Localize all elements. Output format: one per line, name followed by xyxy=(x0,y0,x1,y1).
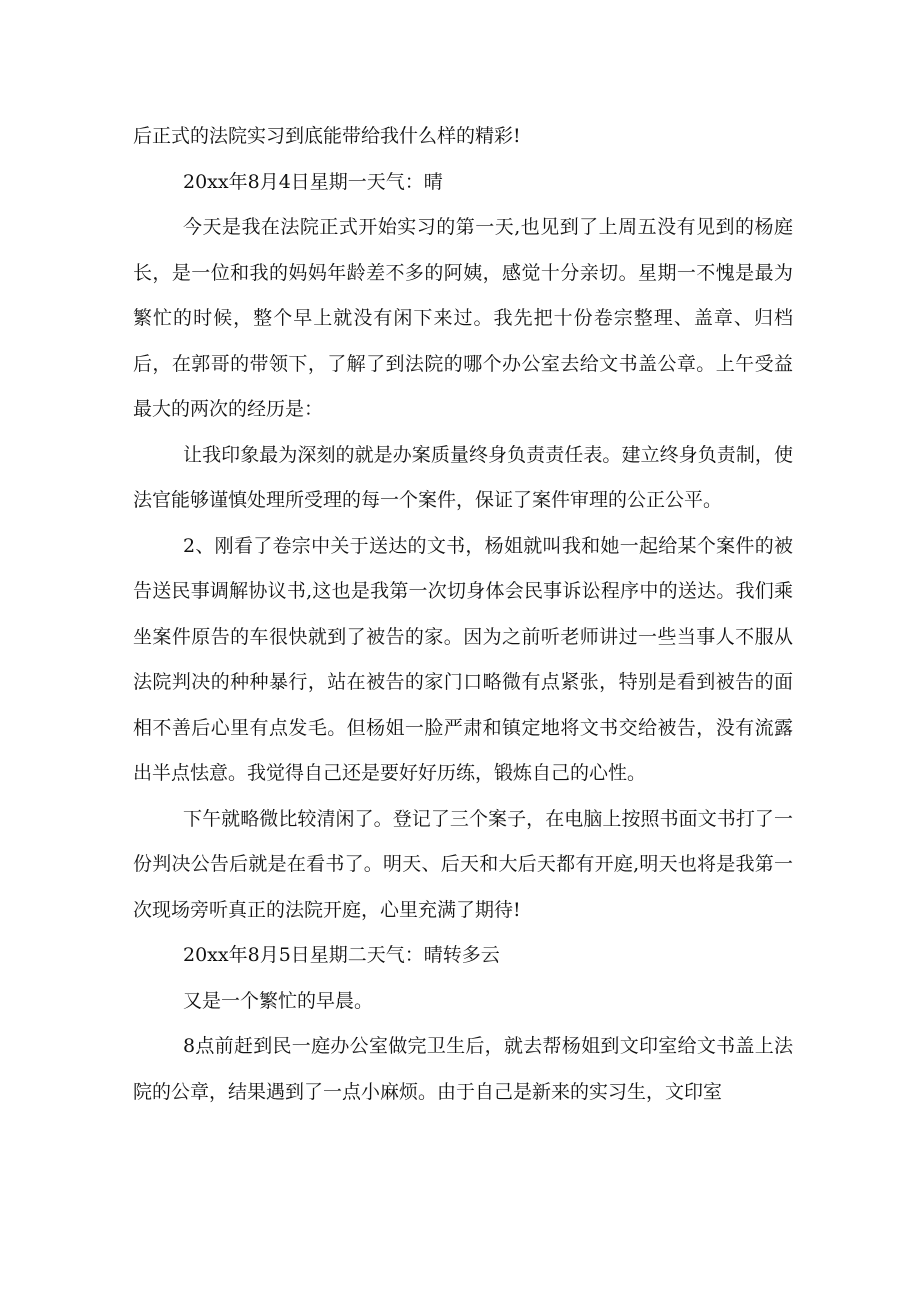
paragraph: 2、刚看了卷宗中关于送达的文书，杨姐就叫我和她一起给某个案件的被告送民事调解协议书,这也是我第一次切身体会民事诉讼程序中的送达。我们乘坐案件原告的车很快就到了被告的家。因为之前听老师讲过一些当事人不服从法院判决的种种暴行，站在被告的家门口略微有点紧张，特别是看到被告的面相不善后心里有点发毛。但杨姐一脸严肃和镇定地将文书交给被告，没有流露出半点怯意。我觉得自己还是要好好历练，锻炼自己的心性。 xyxy=(133,534,793,784)
paragraph: 8点前赶到民一庭办公室做完卫生后，就去帮杨姐到文印室给文书盖上法院的公章，结果遇到了一点小麻烦。由于自己是新来的实习生，文印室 xyxy=(133,1035,793,1103)
paragraph: 让我印象最为深刻的就是办案质量终身负责责任表。建立终身负责制，使法官能够谨慎处理所受理的每一个案件，保证了案件审理的公正公平。 xyxy=(133,443,793,511)
date-heading: 20xx年8月4日星期一天气：晴 xyxy=(183,170,443,193)
paragraph: 后正式的法院实习到底能带给我什么样的精彩! xyxy=(133,125,521,147)
paragraph: 又是一个繁忙的早晨。 xyxy=(183,989,374,1012)
document-body xyxy=(133,114,793,1115)
paragraph: 下午就略微比较清闲了。登记了三个案子，在电脑上按照书面文书打了一份判决公告后就是在看书了。明天、后天和大后天都有开庭,明天也将是我第一次现场旁听真正的法院开庭，心里充满了期待! xyxy=(133,807,793,921)
paragraph: 今天是我在法院正式开始实习的第一天,也见到了上周五没有见到的杨庭长，是一位和我的妈妈年龄差不多的阿姨，感觉十分亲切。星期一不愧是最为繁忙的时候，整个早上就没有闲下来过。我先把十份卷宗整理、盖章、归档后，在郭哥的带领下，了解了到法院的哪个办公室去给文书盖公章。上午受益最大的两次的经历是： xyxy=(133,216,793,420)
date-heading: 20xx年8月5日星期二天气：晴转多云 xyxy=(183,944,500,966)
